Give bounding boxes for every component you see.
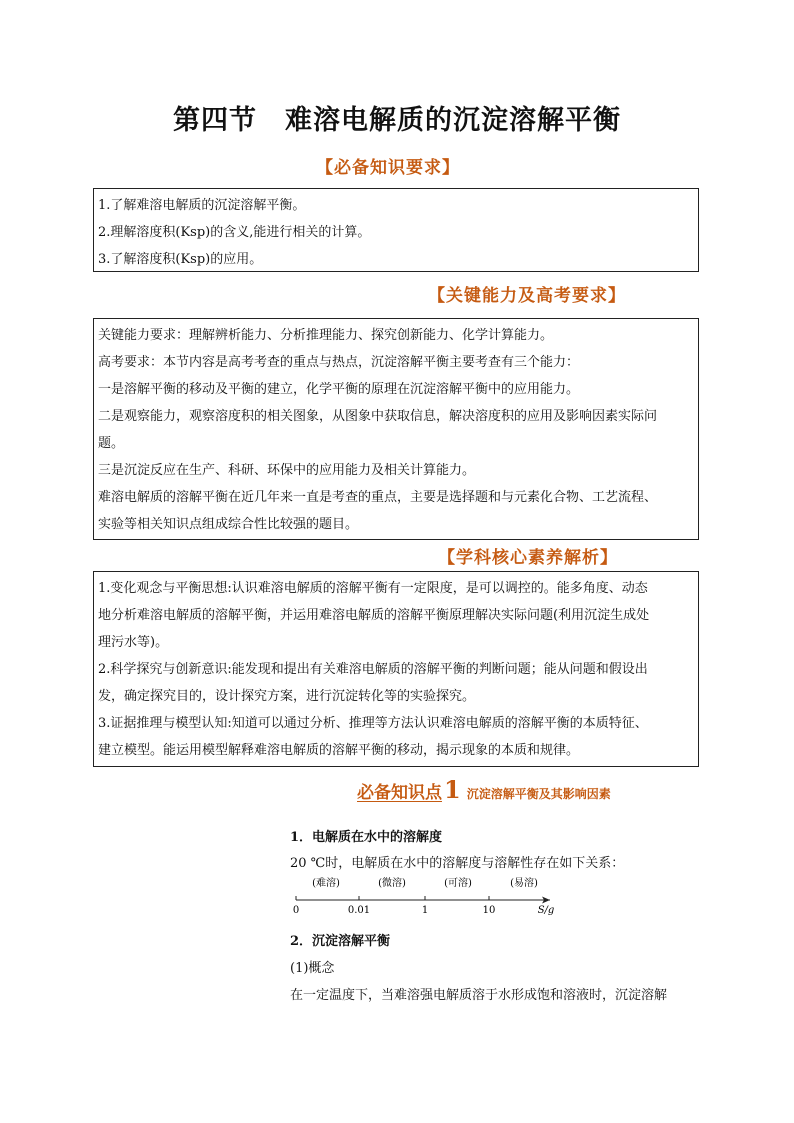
key-ability-line: 三是沉淀反应在生产、科研、环保中的应用能力及相关计算能力。 [98, 463, 476, 478]
paragraph-concept: 在一定温度下，当难溶强电解质溶于水形成饱和溶液时，沉淀溶解 [290, 988, 668, 1003]
scale-tick-label: 1 [421, 905, 429, 916]
core-literacy-line: 理污水等)。 [98, 635, 169, 650]
heading-key-ability: 【关键能力及高考要求】 [428, 286, 626, 306]
key-ability-line: 难溶电解质的溶解平衡在近几年来一直是考查的重点，主要是选择题和与元素化合物、工艺流程、 [98, 490, 658, 505]
core-literacy-line: 地分析难溶电解质的溶解平衡，并运用难溶电解质的溶解平衡原理解决实际问题(利用沉淀生成处 [98, 608, 650, 623]
knowledge-point-subtitle: 沉淀溶解平衡及其影响因素 [466, 787, 611, 801]
scale-category-label: (难溶) [312, 878, 340, 889]
required-knowledge-line: 2.理解溶度积(Ksp)的含义,能进行相关的计算。 [98, 225, 371, 240]
core-literacy-box [93, 571, 699, 767]
subheading-dissolution-equilibrium: 2．沉淀溶解平衡 [290, 934, 391, 949]
scale-axis-label: S/g [537, 905, 555, 916]
knowledge-point-label: 必备知识点 [357, 783, 442, 803]
knowledge-point-number: 1 [444, 775, 461, 804]
key-ability-line: 二是观察能力，观察溶度积的相关图象，从图象中获取信息，解决溶度积的应用及影响因素实际问 [98, 409, 658, 424]
solubility-scale-diagram [288, 872, 568, 918]
key-ability-line: 一是溶解平衡的移动及平衡的建立，化学平衡的原理在沉淀溶解平衡中的应用能力。 [98, 382, 580, 397]
knowledge-point-title [357, 775, 611, 804]
core-literacy-line: 发，确定探究目的，设计探究方案，进行沉淀转化等的实验探究。 [98, 689, 476, 704]
required-knowledge-line: 3.了解溶度积(Ksp)的应用。 [98, 252, 263, 267]
key-ability-box [93, 318, 699, 540]
scale-category-label: (易溶) [510, 878, 538, 889]
heading-core-literacy: 【学科核心素养解析】 [438, 548, 618, 568]
paragraph-solubility-intro: 20 ℃时，电解质在水中的溶解度与溶解性存在如下关系： [290, 856, 625, 871]
key-ability-line: 高考要求：本节内容是高考考查的重点与热点，沉淀溶解平衡主要考查有三个能力： [98, 355, 580, 370]
scale-tick-label: 0 [292, 905, 300, 916]
subheading-solubility: 1．电解质在水中的溶解度 [290, 830, 443, 845]
page-title: 第四节 难溶电解质的沉淀溶解平衡 [173, 105, 621, 136]
key-ability-line: 关键能力要求：理解辨析能力、分析推理能力、探究创新能力、化学计算能力。 [98, 328, 554, 343]
scale-category-label: (微溶) [378, 878, 406, 889]
scale-category-label: (可溶) [444, 878, 472, 889]
required-knowledge-line: 1.了解难溶电解质的沉淀溶解平衡。 [98, 198, 306, 213]
core-literacy-line: 1.变化观念与平衡思想:认识难溶电解质的溶解平衡有一定限度，是可以调控的。能多角度、动态 [98, 581, 648, 596]
scale-tick-label: 0.01 [347, 905, 371, 916]
scale-tick-label: 10 [482, 905, 496, 916]
key-ability-line: 实验等相关知识点组成综合性比较强的题目。 [98, 517, 359, 532]
core-literacy-line: 建立模型。能运用模型解释难溶电解质的溶解平衡的移动，揭示现象的本质和规律。 [98, 743, 580, 758]
subheading-concept: (1)概念 [290, 961, 335, 976]
core-literacy-line: 2.科学探究与创新意识:能发现和提出有关难溶电解质的溶解平衡的判断问题；能从问题和假设出 [98, 662, 648, 677]
core-literacy-line: 3.证据推理与模型认知:知道可以通过分析、推理等方法认识难溶电解质的溶解平衡的本质特征、 [98, 716, 648, 731]
key-ability-line: 题。 [98, 436, 125, 451]
heading-required-knowledge: 【必备知识要求】 [316, 158, 460, 178]
required-knowledge-box [93, 188, 699, 272]
